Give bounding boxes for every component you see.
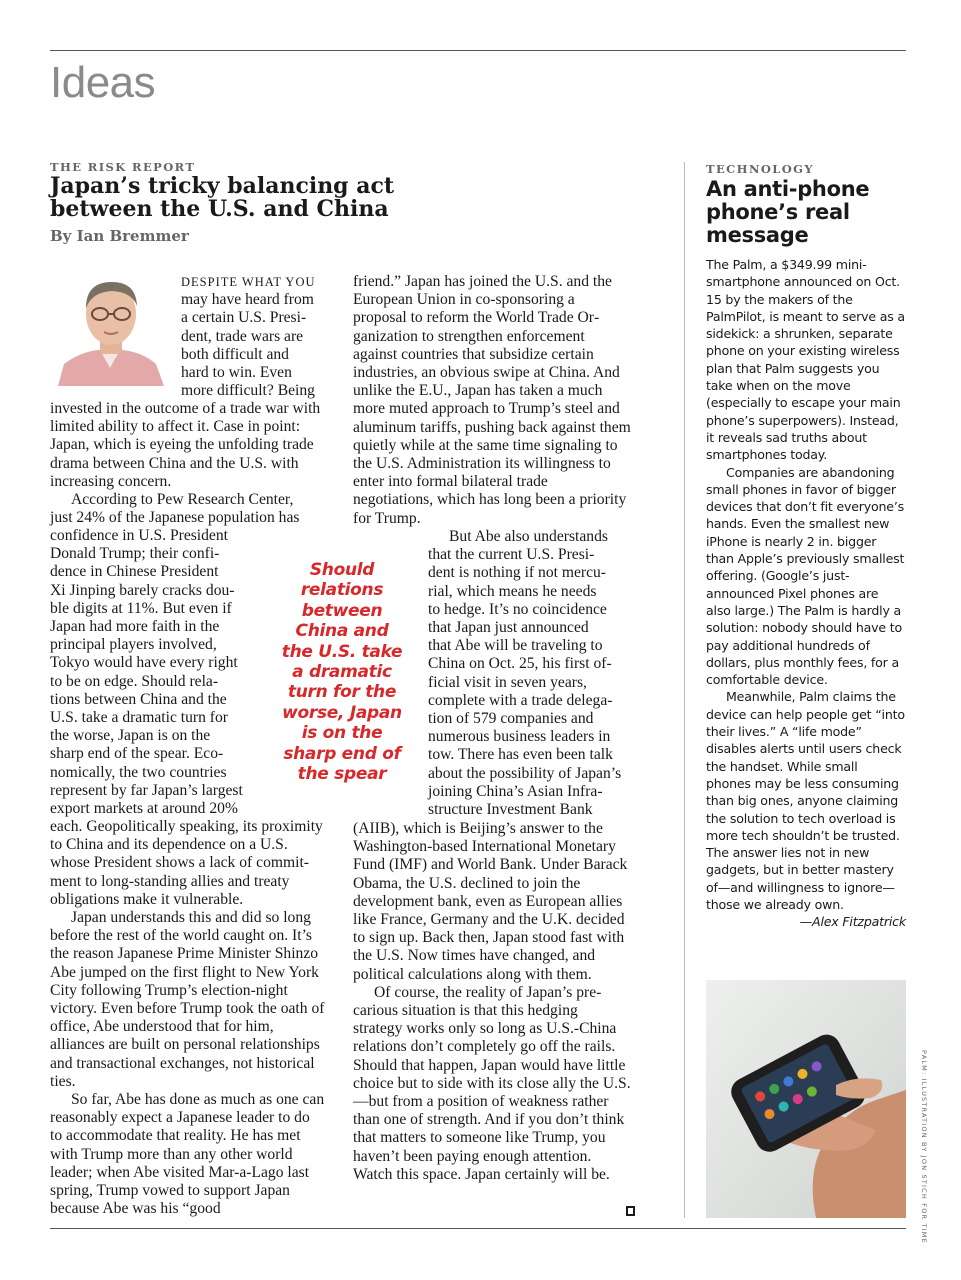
- pullquote-line: is on the: [301, 723, 383, 744]
- headline-line: between the U.S. and China: [50, 196, 389, 222]
- headline-line: An anti-phone: [706, 177, 870, 201]
- top-rule: [50, 50, 906, 51]
- pullquote-line: relations: [300, 580, 384, 601]
- bottom-rule: [50, 1228, 906, 1229]
- article-kicker: THE RISK REPORT: [50, 160, 196, 174]
- text-line: to hedge. It’s no coincidence: [428, 600, 607, 618]
- text-line: According to Pew Research Center,: [71, 491, 294, 508]
- section-title: Ideas: [50, 58, 156, 107]
- text-line: Tokyo would have every right: [50, 654, 238, 672]
- text-line: nomically, the two countries: [50, 763, 227, 781]
- paragraph: Companies are abandoning small phones in favor of bigger devices that don’t fit everyone’s hands. Even the smallest new iPhone is nearly 2 in. bigger than Apple’s previously smallest offering. (Google’s just-announced Pixel phones are also large.) The Palm is hardly a solution: nobody should have to pay additional hundreds of dollars, plus monthly fees, for a comfortable device.: [706, 464, 905, 688]
- sidebar-kicker: TECHNOLOGY: [706, 162, 815, 176]
- text-line: about the possibility of Japan’s: [428, 764, 622, 782]
- text-line: structure Investment Bank: [428, 801, 593, 819]
- headline-line: Japan’s tricky balancing act: [50, 173, 395, 199]
- author-photo: [50, 272, 170, 386]
- col1-lower: [50, 818, 325, 1218]
- dropcap-lead: DESPITE WHAT YOU: [181, 275, 316, 289]
- col2-lower: [353, 820, 631, 1184]
- text-line: the worse, Japan is on the: [50, 727, 211, 745]
- paragraph: The Palm, a $349.99 mini-smartphone announced on Oct. 15 by the makers of the PalmPilot, is meant to serve as a sidekick: a shrunken, separate phone on your existing wireless plan that Palm suggests you take when on the move (especially to escape your main phone’s superpowers). Instead, it reveals sad truths about smartphones today.: [706, 257, 905, 463]
- text-line: tions between China and the: [50, 690, 227, 708]
- text-line: But Abe also understands: [449, 528, 608, 545]
- col1-p2-top: [50, 491, 325, 527]
- byline: By Ian Bremmer: [50, 227, 189, 245]
- paragraph: invested in the outcome of a trade war with limited ability to affect it. Case in point: Japan, which is eyeing the unfolding trade drama between China and the U.S. with increasing concern.: [50, 400, 321, 490]
- text-line: that Abe will be traveling to: [428, 637, 603, 655]
- paragraph: So far, Abe has done as much as one can reasonably expect a Japanese leader to do to accommodate that reality. He has met with Trump more than any other world leader; when Abe visited Mar-a-Lago last spring, Trump vowed to support Japan because Abe was his “good: [50, 1091, 325, 1218]
- pullquote-line: between: [301, 600, 383, 621]
- text-line: both difficult and: [181, 345, 289, 363]
- text-line: just 24% of the Japanese population has: [50, 509, 300, 527]
- text-line: hard to win. Even: [181, 364, 292, 382]
- text-line: may have heard from: [181, 291, 314, 309]
- text-line: China on Oct. 25, his first of-: [428, 655, 612, 673]
- text-line: a certain U.S. Presi-: [181, 309, 307, 327]
- paragraph: friend.” Japan has joined the U.S. and the European Union in co-sponsoring a proposal to reform the World Trade Organization to strengthen enforcement against countries that subsidize certain industries, an obvious swipe at China. And unlike the E.U., Japan has taken a much more muted approach to Trump’s steel and aluminum tariffs, pushing back against them quietly while at the same time signaling to the U.S. Administration its willingness to enter into formal bilateral trade negotiations, which has long been a priority for Trump.: [353, 273, 631, 527]
- pullquote-line: Should: [309, 560, 375, 580]
- text-line: Donald Trump; their confi-: [50, 545, 220, 563]
- text-line: complete with a trade delega-: [428, 691, 613, 709]
- sidebar-divider: [684, 162, 685, 1218]
- paragraph: each. Geopolitically speaking, its proximity to China and its dependence on a U.S. whose President shows a lack of commitment to long-standing allies and treaty obligations make it vulnerable.: [50, 818, 323, 908]
- photo-credit-text: PALM: ILLUSTRATION BY JON STICH FOR TIME: [920, 1050, 928, 1244]
- text-line: Xi Jinping barely cracks dou-: [50, 581, 235, 599]
- col1-intro: [181, 273, 331, 400]
- text-line: tion of 579 companies and: [428, 710, 594, 728]
- text-line: that the current U.S. Presi-: [428, 546, 595, 564]
- text-line: U.S. take a dramatic turn for: [50, 709, 228, 727]
- pullquote-line: a dramatic: [292, 662, 392, 683]
- paragraph: Meanwhile, Palm claims the device can help people get “into their lives.” A “life mode” disables alerts until users check the handset. While small phones may be less consuming than big ones, anyone claiming the solution to tech overload is more tech shouldn’t be trusted. The answer lies not in new gadgets, but in better mastery of—and willingness to ignore—those we already own.: [706, 689, 905, 912]
- text-line: tow. There has even been talk: [428, 746, 613, 764]
- text-line: dent is nothing if not mercu-: [428, 564, 606, 582]
- text-line: export markets at around 20%: [50, 800, 238, 818]
- text-line: dence in Chinese President: [50, 563, 219, 581]
- pullquote-line: worse, Japan: [282, 702, 402, 723]
- text-line: that Japan just announced: [428, 619, 589, 637]
- text-line: dent, trade wars are: [181, 327, 304, 345]
- text-line: ble digits at 11%. But even if: [50, 599, 232, 617]
- text-line: numerous business leaders in: [428, 728, 611, 746]
- text-line: sharp end of the spear. Eco-: [50, 745, 224, 763]
- pullquote-line: sharp end of: [283, 743, 401, 764]
- col1-p2-narrow: [50, 527, 272, 818]
- paragraph: (AIIB), which is Beijing’s answer to the Washington-based International Monetary Fund (IMF) and World Bank. Under Barack Obama, the U.S. declined to join the development bank, even as European allies like France, Germany and the U.K. decided to sign up. Back then, Japan stood fast with the U.S. Now times have changed, and political calculations along with them.: [353, 820, 628, 983]
- end-mark: [626, 1206, 635, 1216]
- text-line: Japan had more faith in the: [50, 618, 220, 636]
- text-line: more difficult? Being: [181, 382, 315, 400]
- col2-upper: [353, 273, 631, 528]
- sidebar-signature: —Alex Fitzpatrick: [799, 914, 906, 930]
- text-line: confidence in U.S. President: [50, 527, 228, 544]
- text-line: rial, which means he needs: [428, 582, 597, 600]
- article-headline: [50, 175, 450, 221]
- sidebar-headline: [706, 178, 906, 247]
- col1-body: [50, 400, 325, 491]
- pullquote-line: turn for the: [287, 682, 397, 703]
- text-line: to be on edge. Should rela-: [50, 672, 219, 690]
- photo-credit: [916, 1050, 930, 1244]
- text-line: principal players involved,: [50, 636, 217, 654]
- paragraph: Japan understands this and did so long before the rest of the world caught on. It’s the reason Japanese Prime Minister Shinzo Abe jumped on the first flight to New York City following Trump’s election-night victory. Even before Trump took the oath of office, Abe understood that for him, alliances are built on personal relationships and transactional exchanges, not historical ties.: [50, 909, 325, 1090]
- pullquote-line: China and: [295, 621, 389, 642]
- pullquote-line: the spear: [297, 764, 387, 785]
- pullquote-line: the U.S. take: [281, 641, 403, 662]
- sidebar-body: [706, 256, 906, 931]
- headline-line: phone’s real: [706, 200, 850, 224]
- text-line: joining China’s Asian Infra-: [428, 782, 603, 800]
- col2-p2-narrow: [428, 528, 638, 819]
- headline-line: message: [706, 223, 809, 247]
- text-line: represent by far Japan’s largest: [50, 781, 243, 799]
- text-line: ficial visit in seven years,: [428, 673, 587, 691]
- paragraph: Of course, the reality of Japan’s precarious situation is that this hedging strategy works only so long as U.S.-China relations don’t completely go off the rails. Should that happen, Japan would have little choice but to side with its close ally the U.S.—but from a position of weakness rather than one of strength. And if you don’t think that matters to someone like Trump, you haven’t been paying enough attention. Watch this space. Japan certainly will be.: [353, 983, 631, 1183]
- phone-photo: [706, 980, 906, 1218]
- pull-quote: [276, 560, 408, 784]
